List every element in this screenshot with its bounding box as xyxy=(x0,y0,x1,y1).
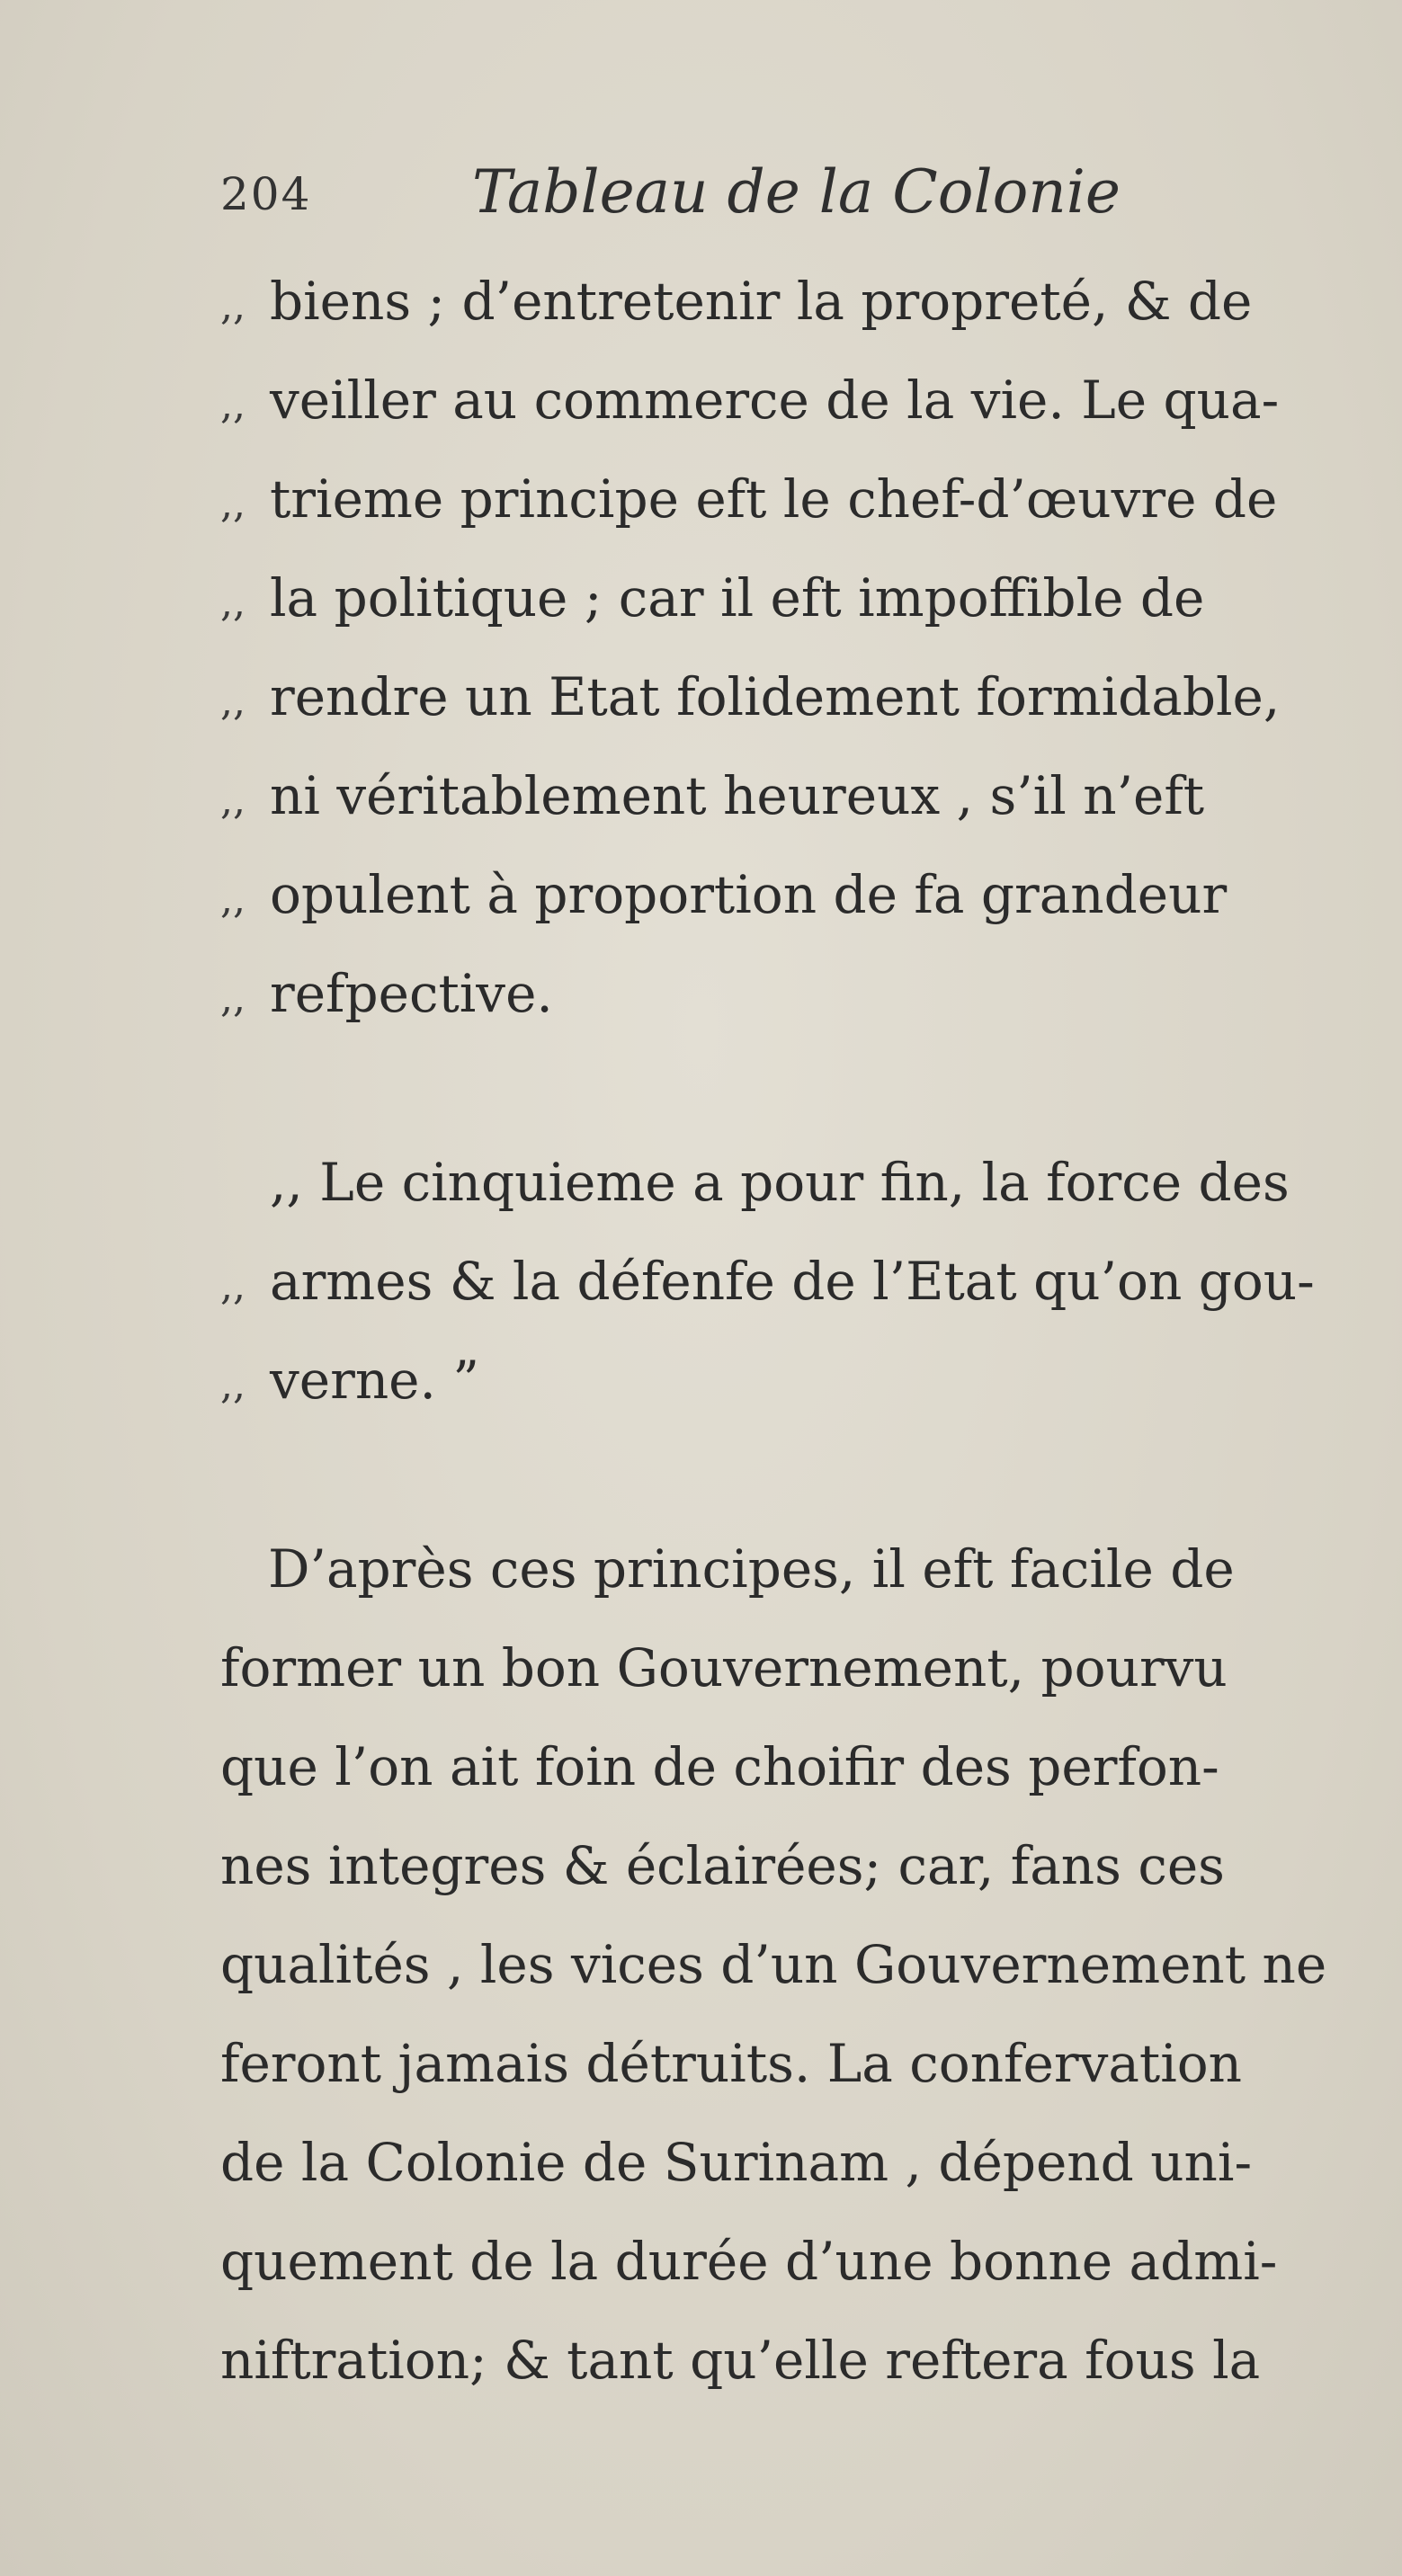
quoted-line xyxy=(220,656,1281,737)
line-text: verne. ” xyxy=(270,1350,480,1411)
quote-mark: ,, xyxy=(220,877,246,923)
body-line: nes integres & éclairées; car, fans ces xyxy=(220,1835,1225,1896)
quoted-line xyxy=(220,1241,1315,1322)
quote-mark: ,, xyxy=(220,1362,246,1408)
body-line: que l’on ait foin de choifir des perfon- xyxy=(220,1736,1219,1797)
body-line: feront jamais détruits. La confervation xyxy=(220,2033,1243,2094)
line-text: armes & la défenfe de l’Etat qu’on gou- xyxy=(270,1251,1315,1312)
line-text: refpective. xyxy=(270,963,553,1024)
body-line: qualités , les vices d’un Gouvernement ne xyxy=(220,1934,1327,1995)
body-line: quement de la durée d’une bonne admi- xyxy=(220,2231,1278,2292)
quote-mark: ,, xyxy=(220,679,246,725)
body-line: D’après ces principes, il eft facile de xyxy=(268,1538,1235,1600)
quoted-line xyxy=(220,261,1264,342)
line-text: ni véritablement heureux , s’il n’eft xyxy=(270,765,1205,826)
quoted-line xyxy=(270,1142,1313,1223)
quoted-line xyxy=(220,755,1264,836)
quoted-line xyxy=(220,557,1264,638)
quote-mark: ,, xyxy=(220,382,246,428)
quote-mark: ,, xyxy=(220,1263,246,1309)
page-header xyxy=(220,157,1299,238)
quote-mark: ,, xyxy=(220,283,246,329)
quoted-line xyxy=(220,953,1264,1034)
quoted-line xyxy=(220,854,1264,935)
page-number: 204 xyxy=(220,168,312,220)
quoted-line xyxy=(220,360,1280,441)
line-text: trieme principe eft le chef-d’œuvre de xyxy=(270,468,1278,530)
line-text: biens ; d’entretenir la propreté, & de xyxy=(270,271,1253,332)
quote-mark: ,, xyxy=(220,976,246,1021)
line-text: la politique ; car il eft impoffible de xyxy=(270,567,1205,628)
quoted-line xyxy=(220,1340,1264,1421)
quote-mark: ,, xyxy=(220,580,246,626)
quote-mark: ,, xyxy=(220,481,246,527)
running-title: Tableau de la Colonie xyxy=(472,157,1121,227)
line-text: ,, Le cinquieme a pour fin, la force des xyxy=(270,1152,1290,1213)
body-line: de la Colonie de Surinam , dépend uni- xyxy=(220,2132,1253,2193)
body-line: former un bon Gouvernement, pourvu xyxy=(220,1637,1228,1698)
quoted-line xyxy=(220,459,1278,539)
quote-mark: ,, xyxy=(220,778,246,824)
body-line: niftration; & tant qu’elle reftera fous la xyxy=(220,2330,1261,2391)
line-text: veiller au commerce de la vie. Le qua- xyxy=(270,370,1280,431)
line-text: rendre un Etat folidement formidable, xyxy=(270,666,1281,727)
line-text: opulent à proportion de fa grandeur xyxy=(270,864,1228,925)
